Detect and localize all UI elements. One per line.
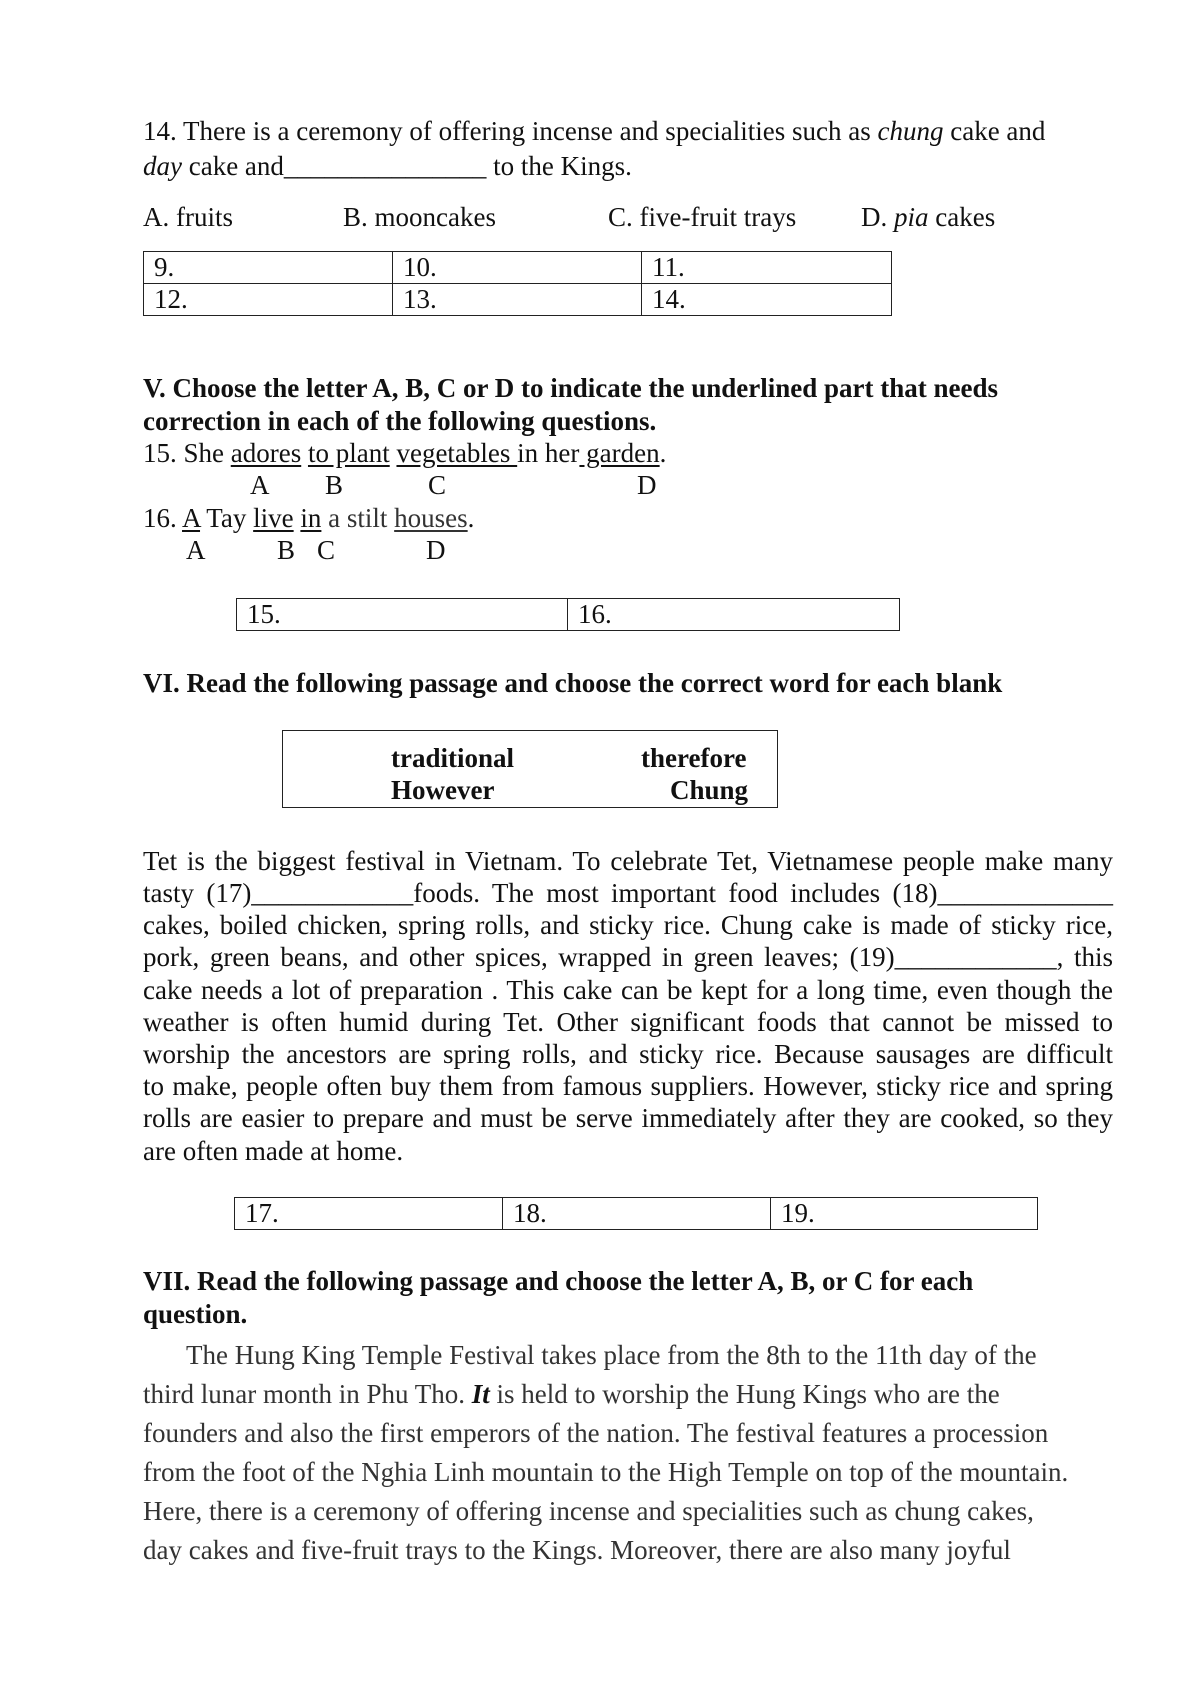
q16-letter-a: A <box>186 535 206 565</box>
answer-cell-11[interactable]: 11. <box>642 252 892 284</box>
table-row <box>235 1198 1038 1230</box>
passage-7-emphasis-it: It <box>471 1379 490 1409</box>
table-row <box>144 284 892 316</box>
table-row <box>237 599 900 631</box>
q16-letter-b: B <box>277 535 296 565</box>
q16-letter-d: D <box>426 535 446 565</box>
answer-cell-17[interactable]: 17. <box>235 1198 503 1230</box>
q15-text-mid: in her <box>517 438 580 468</box>
q15-part-b[interactable]: to plant <box>307 438 390 468</box>
section-6-title: VI. Read the following passage and choose the correct word for each blank <box>143 668 1003 698</box>
section-5-title-line-2: correction in each of the following questions. <box>143 406 657 436</box>
answer-cell-16[interactable]: 16. <box>568 599 900 631</box>
q16-part-d[interactable]: houses <box>394 503 468 533</box>
table-row <box>144 252 892 284</box>
q14-text-b: cake and <box>943 116 1046 146</box>
word-bank <box>282 730 778 808</box>
passage-7-line: day cakes and five-fruit trays to the Kings. Moreover, there are also many joyful <box>143 1535 1011 1565</box>
q14-option-d-prefix: D. <box>861 202 894 232</box>
passage-7-text: is held to worship the Hung Kings who are the <box>489 1379 1000 1409</box>
passage-line: worship the ancestors are spring rolls, and sticky rice. Because sausages are difficult <box>143 1039 1113 1069</box>
passage-line: cakes, boiled chicken, spring rolls, and sticky rice. Chung cake is made of sticky rice, <box>143 910 1113 940</box>
q14-option-a[interactable]: A. fruits <box>143 202 233 232</box>
answer-cell-9[interactable]: 9. <box>144 252 393 284</box>
q14-text-c: cake and <box>181 151 284 181</box>
answer-grid-9-14 <box>143 251 892 316</box>
passage-line: tasty (17)____________foods. The most important food includes (18)_____________ <box>143 878 1113 908</box>
q14-option-d-suffix: cakes <box>928 202 996 232</box>
q15-letter-a: A <box>250 470 270 500</box>
answer-cell-10[interactable]: 10. <box>393 252 642 284</box>
passage-line: pork, green beans, and other spices, wrapped in green leaves; (19)____________, this <box>143 942 1113 972</box>
q14-text-a: 14. There is a ceremony of offering incense and specialities such as <box>143 116 878 146</box>
answer-cell-15[interactable]: 15. <box>237 599 568 631</box>
q16-number: 16. <box>143 503 183 533</box>
passage-7-line: from the foot of the Nghia Linh mountain to the High Temple on top of the mountain. <box>143 1457 1069 1487</box>
answer-grid-15-16 <box>236 598 900 631</box>
answer-grid-17-19 <box>234 1197 1038 1230</box>
q15-space <box>301 438 308 468</box>
q15-letter-c: C <box>428 470 447 500</box>
passage-line: cake needs a lot of preparation . This cake can be kept for a long time, even though the <box>143 975 1113 1005</box>
q14-option-d[interactable] <box>861 204 995 231</box>
q16-part-c[interactable]: in <box>300 503 322 533</box>
word-bank-item: therefore <box>641 743 747 773</box>
passage-line: Tet is the biggest festival in Vietnam. To celebrate Tet, Vietnamese people make many <box>143 846 1113 876</box>
passage-7-line: founders and also the first emperors of the nation. The festival features a procession <box>143 1418 1049 1448</box>
q15-letter-d: D <box>637 470 657 500</box>
q15-letter-b: B <box>325 470 344 500</box>
q16-text-2: a stilt <box>321 503 395 533</box>
q15-part-a[interactable]: adores <box>230 438 302 468</box>
q15-period: . <box>659 438 667 468</box>
q15-number: 15. She <box>143 438 231 468</box>
q16-period: . <box>467 503 475 533</box>
word-bank-item: traditional <box>391 743 515 773</box>
question-14-line-1 <box>143 118 1045 145</box>
q14-italic-chung: chung <box>877 116 944 146</box>
question-14-line-2 <box>143 153 632 180</box>
passage-7-text: third lunar month in Phu Tho. <box>143 1379 472 1409</box>
q14-italic-day: day <box>143 151 182 181</box>
q16-text-1: Tay <box>200 503 254 533</box>
section-7-title-line-1: VII. Read the following passage and choose the letter A, B, or C for each <box>143 1266 974 1296</box>
passage-line: weather is often humid during Tet. Other significant foods that cannot be missed to <box>143 1007 1113 1037</box>
q14-option-b[interactable]: B. mooncakes <box>343 202 496 232</box>
q16-letter-c: C <box>317 535 336 565</box>
answer-cell-14[interactable]: 14. <box>642 284 892 316</box>
q15-part-c[interactable]: vegetables <box>396 438 518 468</box>
word-bank-item: Chung <box>670 775 749 805</box>
passage-line: rolls are easier to prepare and must be serve immediately after they are cooked, so they <box>143 1103 1113 1133</box>
section-5-title-line-1: V. Choose the letter A, B, C or D to indicate the underlined part that needs <box>143 373 998 403</box>
section-7-title-line-2: question. <box>143 1299 248 1329</box>
q14-option-c[interactable]: C. five-fruit trays <box>608 202 797 232</box>
q14-blank: _______________ <box>283 151 487 181</box>
answer-cell-18[interactable]: 18. <box>503 1198 771 1230</box>
passage-7-line: The Hung King Temple Festival takes place from the 8th to the 11th day of the <box>186 1340 1037 1370</box>
question-16 <box>143 505 474 532</box>
answer-cell-19[interactable]: 19. <box>771 1198 1038 1230</box>
answer-cell-13[interactable]: 13. <box>393 284 642 316</box>
q14-text-d: to the Kings. <box>486 151 632 181</box>
passage-7-line <box>143 1381 1000 1408</box>
answer-cell-12[interactable]: 12. <box>144 284 393 316</box>
q16-part-b[interactable]: live <box>253 503 294 533</box>
q16-part-a[interactable]: A <box>182 503 201 533</box>
word-bank-item: However <box>391 775 495 805</box>
passage-7-line: Here, there is a ceremony of offering incense and specialities such as chung cakes, <box>143 1496 1034 1526</box>
question-15 <box>143 440 666 467</box>
passage-line-last: are often made at home. <box>143 1136 404 1166</box>
q14-option-d-italic: pia <box>894 202 929 232</box>
passage-line: to make, people often buy them from famous suppliers. However, sticky rice and spring <box>143 1071 1113 1101</box>
q15-part-d[interactable]: garden <box>579 438 660 468</box>
